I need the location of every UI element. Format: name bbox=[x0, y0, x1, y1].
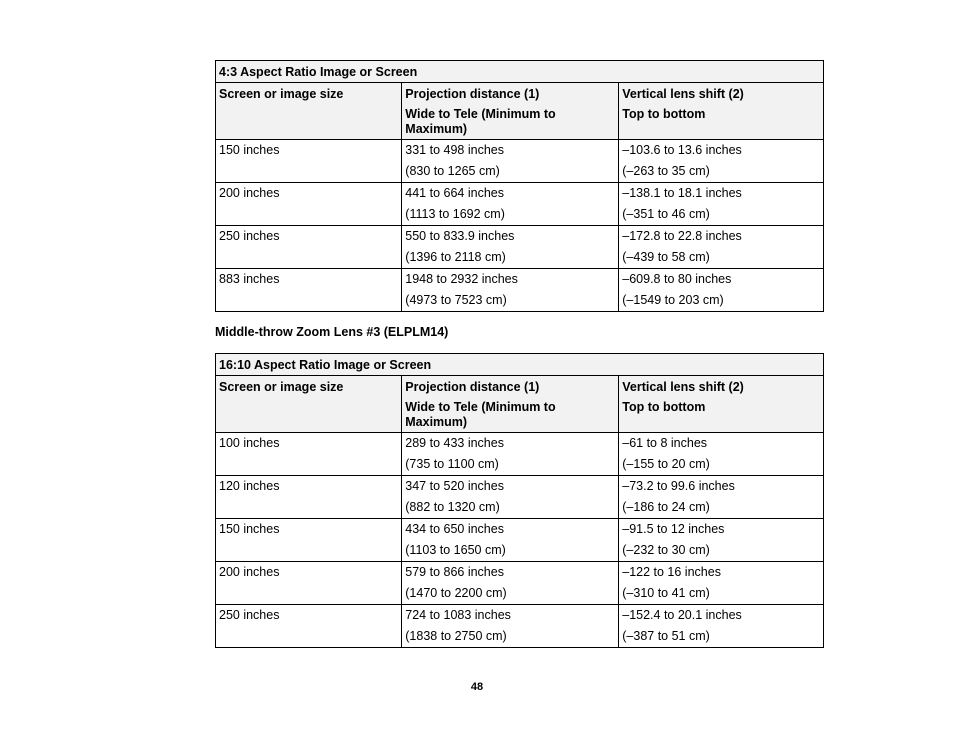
cell-screen-size: 120 inches bbox=[216, 476, 402, 519]
table-row bbox=[216, 476, 824, 519]
cell-vertical-lens-shift: –122 to 16 inches (–310 to 41 cm) bbox=[619, 562, 824, 605]
header-screen-size: Screen or image size bbox=[216, 83, 402, 140]
cell-projection-distance: 347 to 520 inches (882 to 1320 cm) bbox=[402, 476, 619, 519]
cell-screen-size: 250 inches bbox=[216, 226, 402, 269]
table-row bbox=[216, 140, 824, 183]
cell-vertical-lens-shift: –172.8 to 22.8 inches (–439 to 58 cm) bbox=[619, 226, 824, 269]
cell-projection-distance: 289 to 433 inches (735 to 1100 cm) bbox=[402, 433, 619, 476]
table-title: 16:10 Aspect Ratio Image or Screen bbox=[216, 354, 824, 376]
table-row bbox=[216, 433, 824, 476]
table-row bbox=[216, 562, 824, 605]
cell-projection-distance: 331 to 498 inches (830 to 1265 cm) bbox=[402, 140, 619, 183]
cell-vertical-lens-shift: –103.6 to 13.6 inches (–263 to 35 cm) bbox=[619, 140, 824, 183]
table-header-row bbox=[216, 83, 824, 140]
cell-projection-distance: 1948 to 2932 inches (4973 to 7523 cm) bbox=[402, 269, 619, 312]
table-row bbox=[216, 519, 824, 562]
cell-vertical-lens-shift: –152.4 to 20.1 inches (–387 to 51 cm) bbox=[619, 605, 824, 648]
cell-screen-size: 250 inches bbox=[216, 605, 402, 648]
aspect-16-10-table bbox=[215, 353, 824, 648]
table-header-row bbox=[216, 376, 824, 433]
cell-screen-size: 150 inches bbox=[216, 519, 402, 562]
cell-projection-distance: 441 to 664 inches (1113 to 1692 cm) bbox=[402, 183, 619, 226]
cell-vertical-lens-shift: –91.5 to 12 inches (–232 to 30 cm) bbox=[619, 519, 824, 562]
cell-vertical-lens-shift: –73.2 to 99.6 inches (–186 to 24 cm) bbox=[619, 476, 824, 519]
table-row bbox=[216, 226, 824, 269]
cell-projection-distance: 434 to 650 inches (1103 to 1650 cm) bbox=[402, 519, 619, 562]
header-screen-size: Screen or image size bbox=[216, 376, 402, 433]
cell-screen-size: 150 inches bbox=[216, 140, 402, 183]
cell-screen-size: 200 inches bbox=[216, 183, 402, 226]
cell-screen-size: 100 inches bbox=[216, 433, 402, 476]
section-heading: Middle-throw Zoom Lens #3 (ELPLM14) bbox=[215, 325, 449, 339]
cell-projection-distance: 724 to 1083 inches (1838 to 2750 cm) bbox=[402, 605, 619, 648]
cell-vertical-lens-shift: –609.8 to 80 inches (–1549 to 203 cm) bbox=[619, 269, 824, 312]
table-row bbox=[216, 269, 824, 312]
table-row bbox=[216, 183, 824, 226]
cell-screen-size: 883 inches bbox=[216, 269, 402, 312]
cell-vertical-lens-shift: –138.1 to 18.1 inches (–351 to 46 cm) bbox=[619, 183, 824, 226]
aspect-4-3-table bbox=[215, 60, 824, 312]
table-title-row bbox=[216, 61, 824, 83]
cell-projection-distance: 550 to 833.9 inches (1396 to 2118 cm) bbox=[402, 226, 619, 269]
header-vertical-lens-shift: Vertical lens shift (2) Top to bottom bbox=[619, 376, 824, 433]
cell-projection-distance: 579 to 866 inches (1470 to 2200 cm) bbox=[402, 562, 619, 605]
header-vertical-lens-shift: Vertical lens shift (2) Top to bottom bbox=[619, 83, 824, 140]
table-body bbox=[216, 140, 824, 312]
cell-screen-size: 200 inches bbox=[216, 562, 402, 605]
table-row bbox=[216, 605, 824, 648]
header-projection-distance: Projection distance (1) Wide to Tele (Minimum to Maximum) bbox=[402, 376, 619, 433]
table-body bbox=[216, 433, 824, 648]
table-title-row bbox=[216, 354, 824, 376]
table-title: 4:3 Aspect Ratio Image or Screen bbox=[216, 61, 824, 83]
cell-vertical-lens-shift: –61 to 8 inches (–155 to 20 cm) bbox=[619, 433, 824, 476]
header-projection-distance: Projection distance (1) Wide to Tele (Minimum to Maximum) bbox=[402, 83, 619, 140]
page-number: 48 bbox=[470, 681, 484, 693]
